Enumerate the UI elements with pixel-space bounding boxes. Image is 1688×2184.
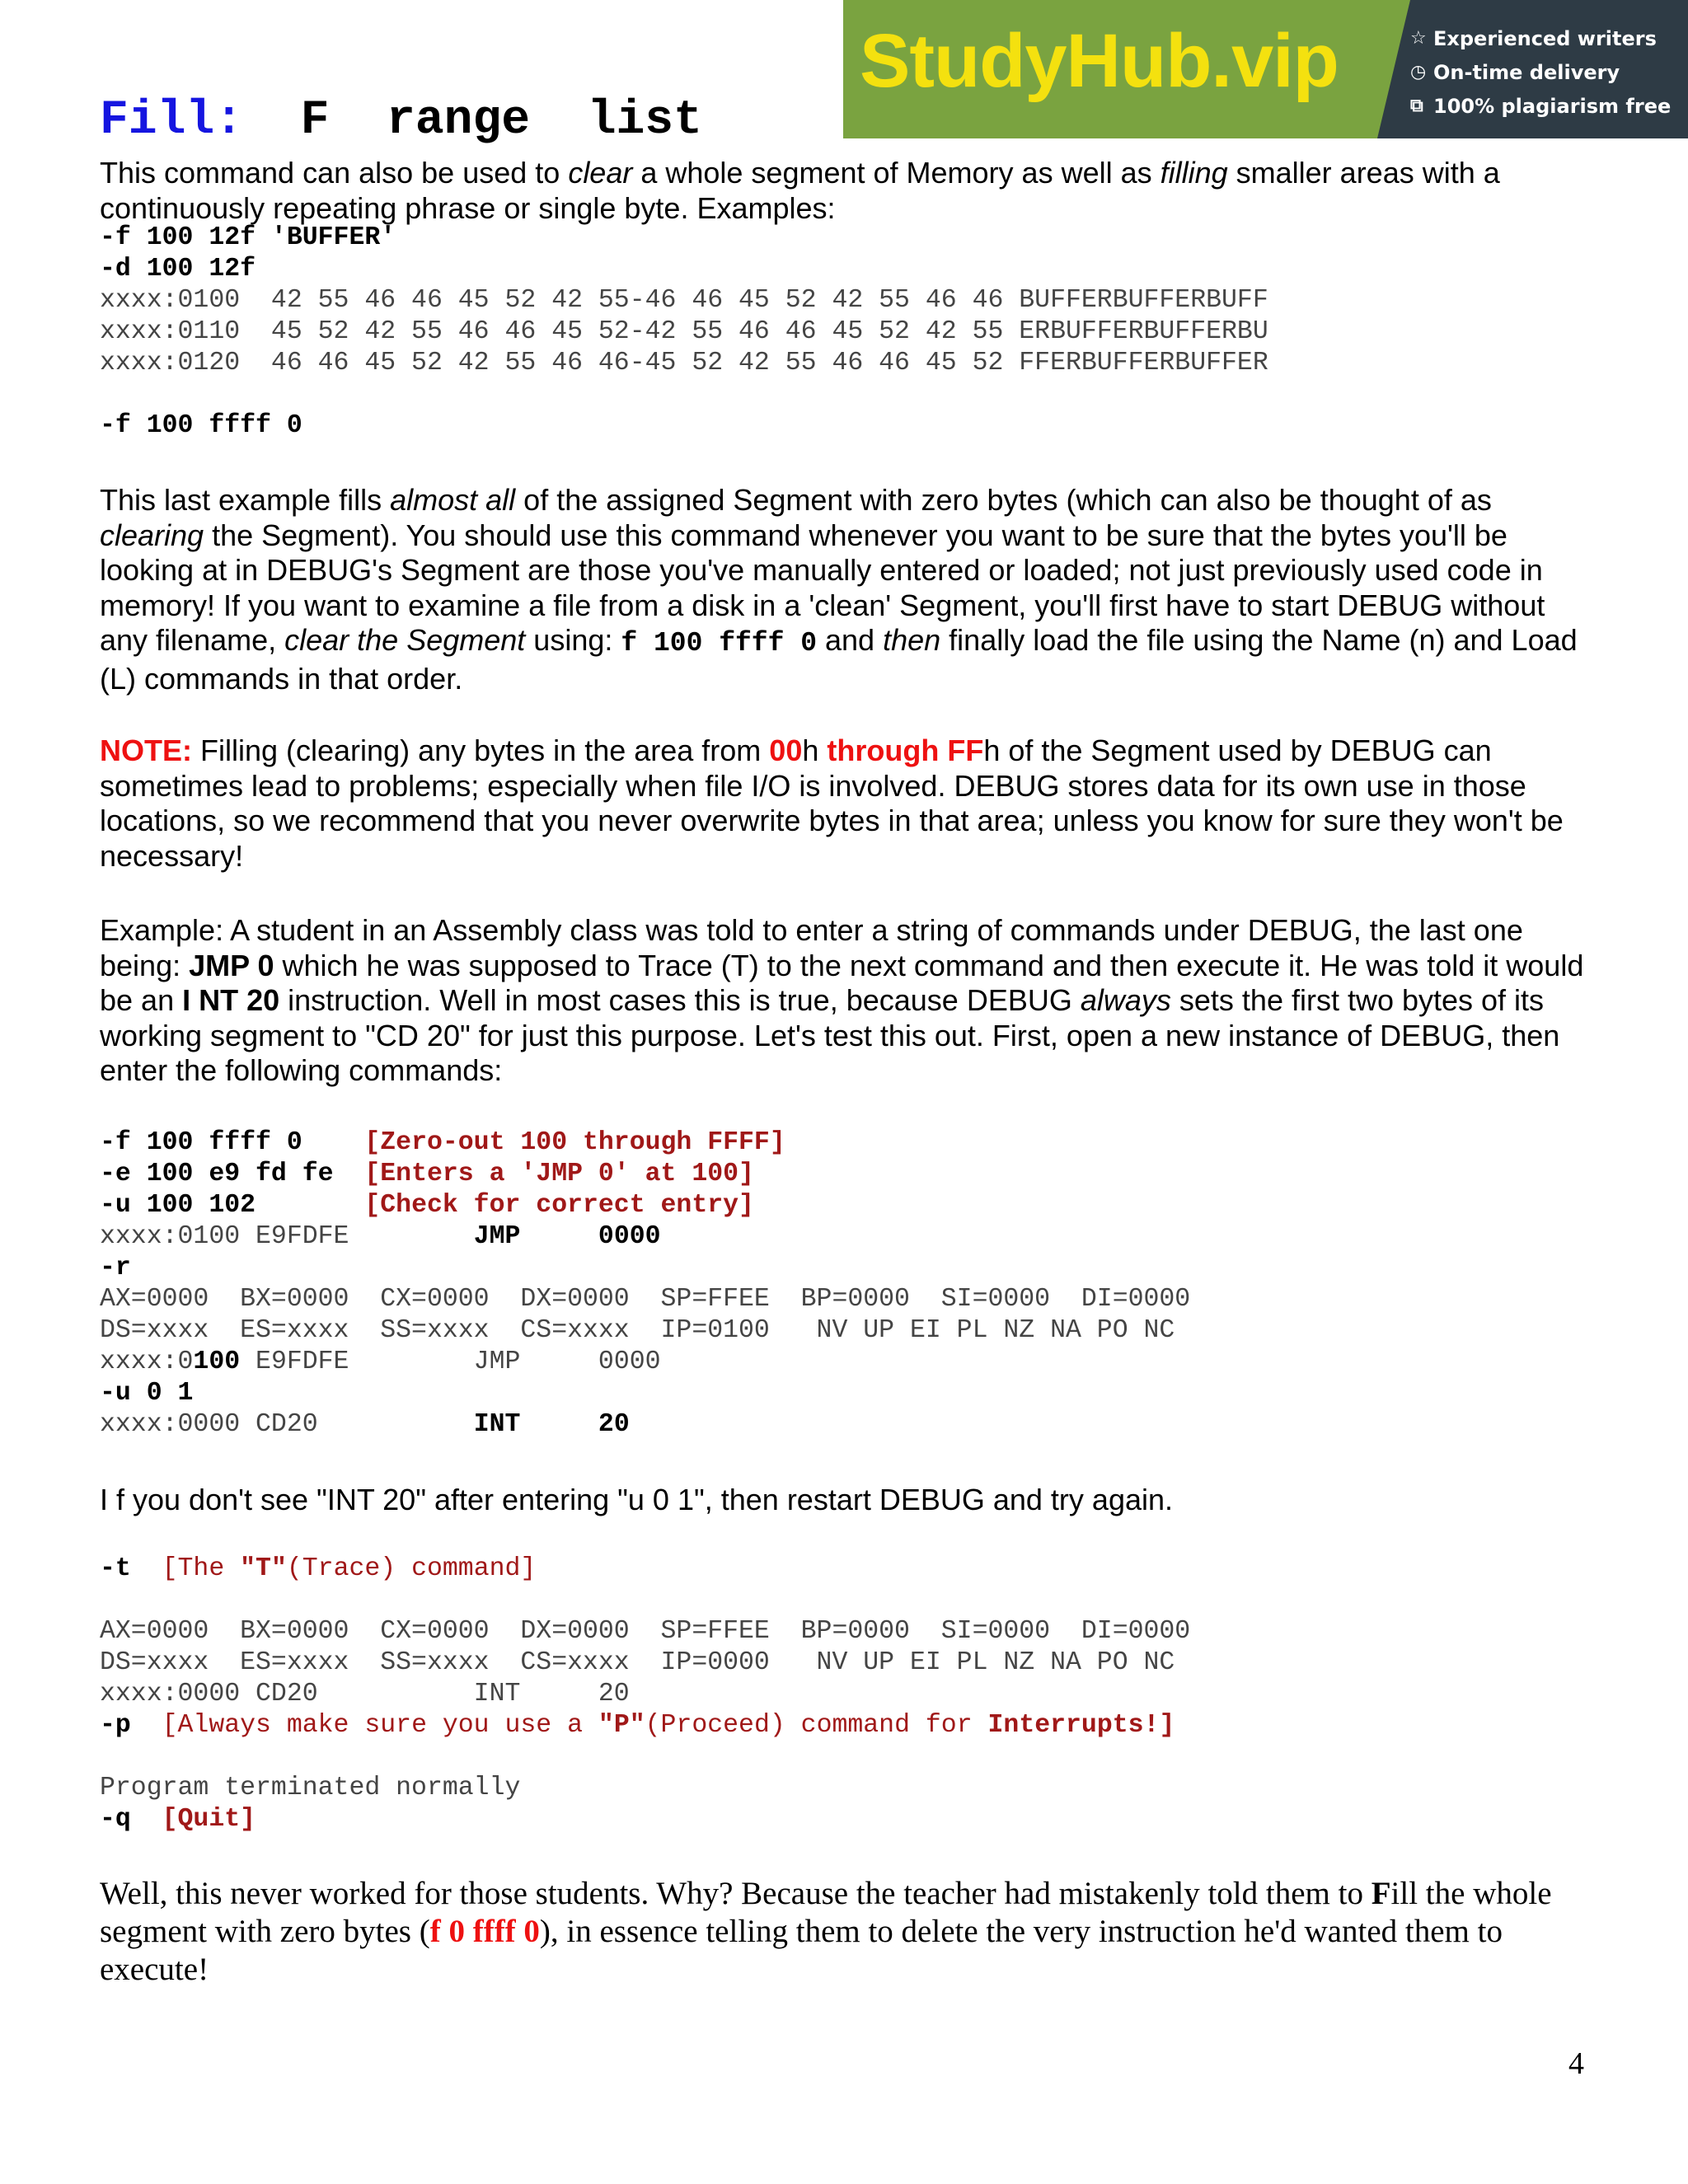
text: the Segment). You should use this command whenever you want to be sure that the bytes you'll be looking at in DEBUG's Segment are those you've manually entered or loaded; not just previously used code in memory! If you want to examine a file from a disk in a 'clean' Segment, you'll first have to start DEBUG without any filename, xyxy=(100,518,1545,657)
code-comment: (Proceed) command for xyxy=(645,1711,988,1740)
code-output: E9FDFE JMP 0000 xyxy=(240,1347,661,1376)
note-label: NOTE: xyxy=(100,733,192,767)
text: clearing xyxy=(100,518,204,552)
inline-code: f 100 ffff 0 xyxy=(621,628,818,658)
text: using: xyxy=(525,623,621,657)
text: Filling (clearing) any bytes in the area from xyxy=(192,733,770,767)
text: a whole segment of Memory as well as xyxy=(632,156,1160,190)
code-output: INT 20 xyxy=(473,1410,630,1439)
example-paragraph xyxy=(100,913,1600,1089)
code-output: xxxx:0 xyxy=(100,1347,194,1376)
clock-icon: ◷ xyxy=(1410,62,1427,82)
register-row: DS=xxxx ES=xxxx SS=xxxx CS=xxxx IP=0100 NV UP EI PL NZ NA PO NC xyxy=(100,1316,1175,1345)
code-block-fill-example xyxy=(100,223,1268,442)
text: 00 xyxy=(769,733,803,767)
text: smaller areas with a continuously repeating phrase or single byte. Examples: xyxy=(100,156,1500,225)
dump-row: xxxx:0100 42 55 46 46 45 52 42 55-46 46 45 52 42 55 46 46 BUFFERBUFFERBUFF xyxy=(100,286,1268,315)
text: ill the whole segment with zero bytes ( xyxy=(100,1876,1552,1949)
code-output: xxxx:0100 E9FDFE xyxy=(100,1222,474,1251)
text: h xyxy=(802,733,828,767)
register-row: AX=0000 BX=0000 CX=0000 DX=0000 SP=FFEE BP=0000 SI=0000 DI=0000 xyxy=(100,1285,1191,1314)
text: f 0 ffff 0 xyxy=(429,1914,540,1949)
code-command: -t xyxy=(100,1554,162,1583)
text: Example: A student in an Assembly class was told to enter a string of commands under DEBUG, the last one being: xyxy=(100,913,1523,982)
text: This last example fills xyxy=(100,483,391,517)
code-command: -u 0 1 xyxy=(100,1379,194,1408)
title-command: Fill: xyxy=(100,94,244,148)
code-command: -f 100 12f 'BUFFER' xyxy=(100,223,396,252)
code-command: -r xyxy=(100,1254,131,1282)
register-row: AX=0000 BX=0000 CX=0000 DX=0000 SP=FFEE BP=0000 SI=0000 DI=0000 xyxy=(100,1617,1191,1646)
code-comment: [Quit] xyxy=(162,1805,256,1834)
code-comment: [Enters a 'JMP 0' at 100] xyxy=(364,1160,754,1188)
page-title xyxy=(100,94,702,148)
text: clear xyxy=(568,156,633,190)
text: almost all xyxy=(390,483,516,517)
code-command: -u 100 102 xyxy=(100,1191,365,1220)
text: of the assigned Segment with zero bytes (which can also be thought of as xyxy=(515,483,1492,517)
code-comment: Interrupts!] xyxy=(987,1711,1175,1740)
text: and xyxy=(817,623,884,657)
text: h of the Segment used by DEBUG can sometimes lead to problems; especially when file I/O is involved. DEBUG stores data for its own use in those locations, so we recommend that you never overwrite bytes in that area; unless you know for sure they won't be necessary! xyxy=(100,733,1564,873)
code-comment: [The xyxy=(162,1554,241,1583)
text: I NT 20 xyxy=(182,983,280,1017)
code-command: -f 100 ffff 0 xyxy=(100,1128,365,1157)
code-comment: (Trace) command] xyxy=(286,1554,537,1583)
brand-logo: StudyHub.vip xyxy=(860,19,1339,103)
text: JMP 0 xyxy=(189,948,274,982)
text: F xyxy=(1371,1876,1391,1911)
feature-item xyxy=(1410,55,1671,89)
retry-paragraph: I f you don't see "INT 20" after entering "u 0 1", then restart DEBUG and try again. xyxy=(100,1483,1174,1516)
title-syntax: F range list xyxy=(243,94,702,148)
code-comment: "T" xyxy=(240,1554,287,1583)
code-output: xxxx:0000 CD20 INT 20 xyxy=(100,1680,630,1708)
clearing-paragraph xyxy=(100,483,1600,696)
code-command: -e 100 e9 fd fe xyxy=(100,1160,365,1188)
feature-label: On-time delivery xyxy=(1433,60,1620,84)
text: finally load the file using the Name (n) and Load (L) commands in that order. xyxy=(100,623,1578,696)
code-output: Program terminated normally xyxy=(100,1774,521,1802)
text: Well, this never worked for those students. Why? Because the teacher had mistakenly told them to xyxy=(100,1876,1372,1911)
dump-row: xxxx:0120 46 46 45 52 42 55 46 46-45 52 42 55 46 46 45 52 FFERBUFFERBUFFER xyxy=(100,349,1268,377)
copy-icon: ⧉ xyxy=(1410,96,1423,116)
intro-paragraph xyxy=(100,156,1600,226)
code-block-jmp-example xyxy=(100,1127,1190,1441)
text: clear the Segment xyxy=(284,623,526,657)
feature-label: 100% plagiarism free xyxy=(1433,94,1672,118)
text: ), in essence telling them to delete the very instruction he'd wanted them to execute! xyxy=(100,1914,1503,1987)
code-comment: [Zero-out 100 through FFFF] xyxy=(364,1128,785,1157)
code-comment: "P" xyxy=(598,1711,645,1740)
feature-label: Experienced writers xyxy=(1433,26,1657,50)
closing-paragraph xyxy=(100,1875,1600,1989)
page-number: 4 xyxy=(1568,2046,1584,2081)
text: This command can also be used to xyxy=(100,156,569,190)
code-comment: [Check for correct entry] xyxy=(364,1191,754,1220)
feature-item xyxy=(1410,89,1671,123)
code-block-trace xyxy=(100,1554,1190,1835)
star-icon: ☆ xyxy=(1410,28,1427,49)
register-row: DS=xxxx ES=xxxx SS=xxxx CS=xxxx IP=0000 NV UP EI PL NZ NA PO NC xyxy=(100,1648,1175,1677)
studyhub-banner[interactable] xyxy=(843,0,1688,138)
text: then xyxy=(883,623,941,657)
feature-item xyxy=(1410,21,1671,55)
code-command: -q xyxy=(100,1805,162,1834)
text: sets the first two bytes of its working segment to "CD 20" for just this purpose. Let's test this out. First, open a new instance of DEBUG, then enter the following commands: xyxy=(100,983,1560,1087)
text: through FF xyxy=(827,733,984,767)
code-comment: [Always make sure you use a xyxy=(162,1711,598,1740)
banner-brand-area xyxy=(843,0,1377,138)
code-output: JMP 0000 xyxy=(473,1222,661,1251)
text: instruction. Well in most cases this is true, because DEBUG xyxy=(279,983,1081,1017)
dump-row: xxxx:0110 45 52 42 55 46 46 45 52-42 55 46 46 45 52 42 55 ERBUFFERBUFFERBU xyxy=(100,317,1268,346)
code-command: -d 100 12f xyxy=(100,255,256,284)
note-paragraph xyxy=(100,733,1600,874)
code-output: xxxx:0000 CD20 xyxy=(100,1410,474,1439)
text: always xyxy=(1080,983,1171,1017)
code-command: -p xyxy=(100,1711,162,1740)
banner-features xyxy=(1410,21,1671,123)
code-output: 100 xyxy=(193,1347,241,1376)
text: filling xyxy=(1160,156,1228,190)
code-command: -f 100 ffff 0 xyxy=(100,411,302,440)
text: which he was supposed to Trace (T) to the next command and then execute it. He was told it would be an xyxy=(100,948,1584,1017)
